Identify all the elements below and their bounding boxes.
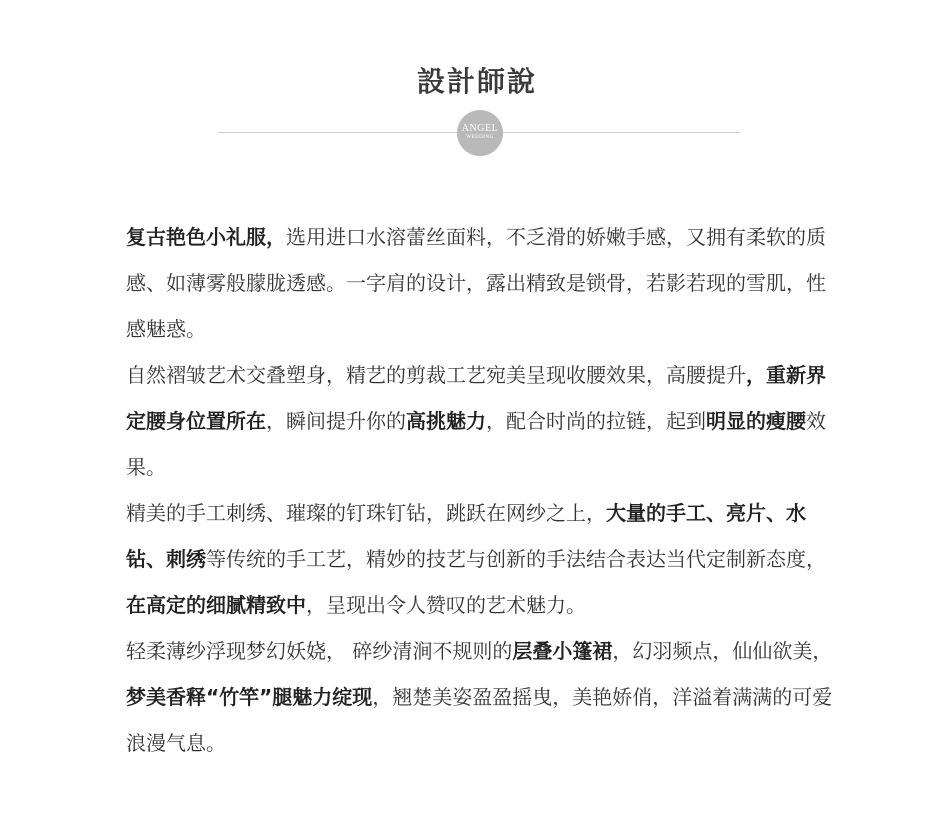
text-run: ，瞬间提升你的 [266, 409, 406, 433]
text-run: 选用进口水溶蕾丝面料，不乏滑的娇嫩手感，又拥有柔软的质感、如薄雾般朦胧透感。一字肩的设计，露出精致是锁骨，若影若现的雪肌，性感魅惑。 [126, 225, 826, 341]
designer-description [126, 214, 838, 766]
page-title: 設計師說 [416, 65, 537, 98]
text-run: ，配合时尚的拉链，起到 [486, 409, 706, 433]
text-run: 等传统的手工艺，精妙的技艺与创新的手法结合表达当代定制新态度， [206, 547, 826, 571]
text-run: 层叠小篷裙 [512, 639, 613, 663]
text-run: 自然褶皱艺术交叠塑身，精艺的剪裁工艺宛美呈现收腰效果，高腰提升 [126, 363, 746, 387]
paragraph-4 [126, 628, 838, 766]
text-run: ，翘楚美姿盈盈摇曳，美艳娇俏，洋溢着满满的可爱浪漫气息。 [126, 685, 833, 755]
text-run: 高挑魅力 [406, 409, 486, 433]
text-run: 精美的手工刺绣、璀璨的钉珠钉钻，跳跃在网纱之上， [126, 501, 606, 525]
text-run: ，呈现出令人赞叹的艺术魅力。 [306, 593, 586, 617]
text-run: 梦美香释“竹竿”腿魅力绽现 [126, 685, 373, 709]
logo-line-2: WEDDING [466, 135, 494, 140]
text-run: 在高定的细腻精致中 [126, 593, 306, 617]
angel-wedding-logo [457, 110, 503, 156]
text-run: ，重新界定腰身位置所在 [126, 363, 826, 433]
text-run: ，幻羽频点，仙仙欲美， [612, 639, 833, 663]
text-run: 明显的瘦腰 [706, 409, 806, 433]
paragraph-2 [126, 352, 838, 490]
text-run: 大量的手工、亮片、水钻、刺绣 [126, 501, 806, 571]
text-run: 轻柔薄纱浮现梦幻妖娆， 碎纱清涧不规则的 [126, 639, 513, 663]
paragraph-1 [126, 214, 838, 352]
paragraph-3 [126, 490, 838, 628]
text-run: 效果。 [126, 409, 826, 479]
logo-line-1: ANGEL [461, 123, 499, 134]
text-run: 复古艳色小礼服， [126, 225, 286, 249]
